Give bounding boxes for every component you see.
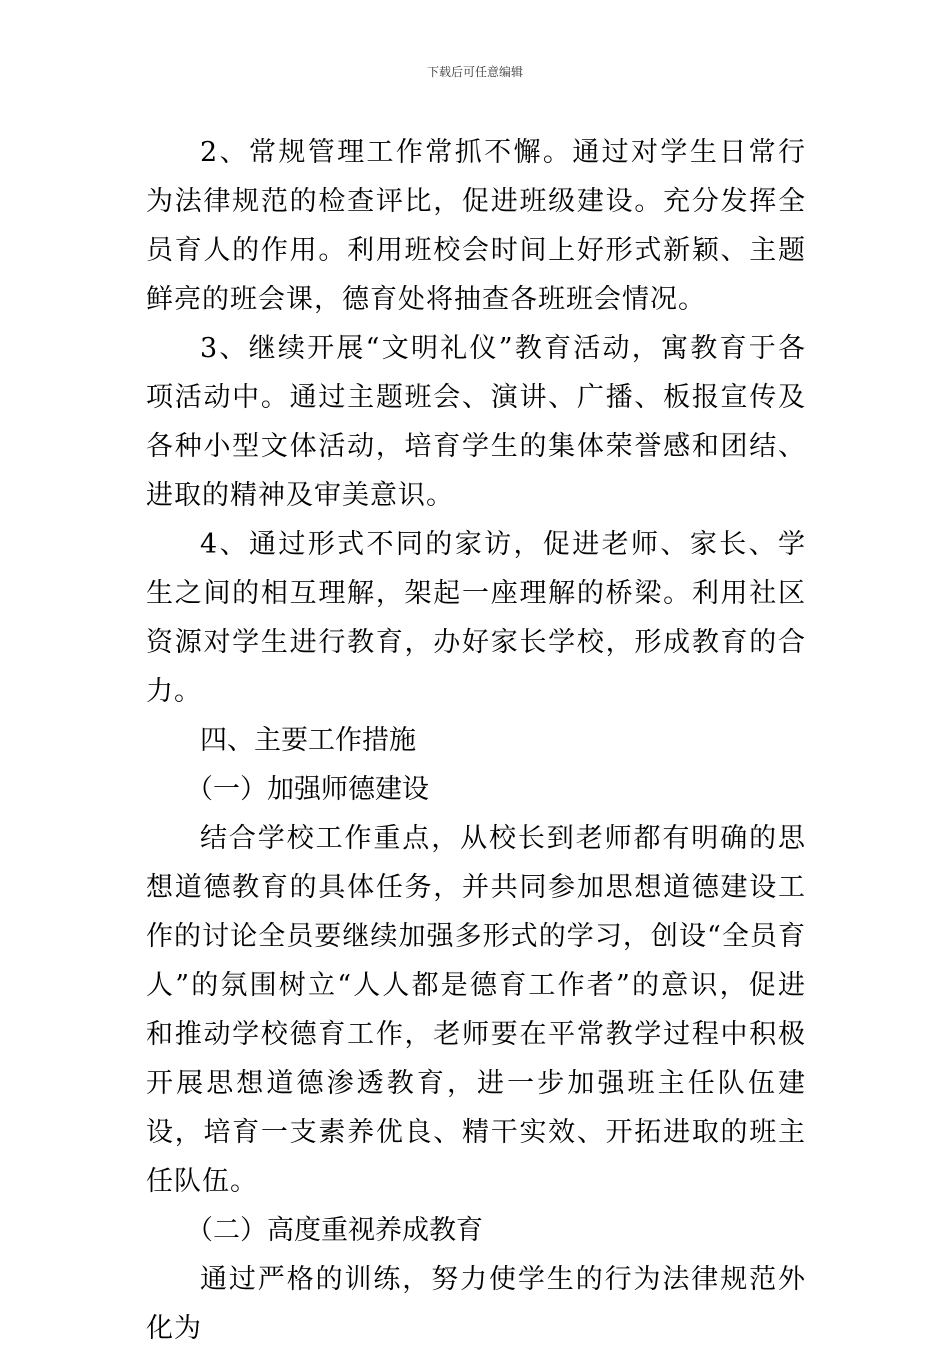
page-header: 下载后可任意编辑 <box>426 65 523 79</box>
paragraph-habit-education: 通过严格的训练，努力使学生的行为法律规范外化为 <box>146 1264 806 1344</box>
document-body <box>146 128 806 1353</box>
subsection-heading-habit-education: （二）高度重视养成教育 <box>186 1215 483 1246</box>
section-heading-main-measures: 四、主要工作措施 <box>200 725 416 756</box>
subsection-heading-teacher-ethics: （一）加强师德建设 <box>186 774 429 805</box>
paragraph-home-visits: 4、通过形式不同的家访，促进老师、家长、学生之间的相互理解，架起一座理解的桥梁。利用社区资源对学生进行教育，办好家长学校，形成教育的合力。 <box>146 529 806 707</box>
paragraph-teacher-ethics: 结合学校工作重点，从校长到老师都有明确的思想道德教育的具体任务，并共同参加思想道德建设工作的讨论全员要继续加强多形式的学习，创设“全员育人”的氛围树立“人人都是德育工作者”的意识，促进和推动学校德育工作，老师要在平常教学过程中积极开展思想道德渗透教育，进一步加强班主任队伍建设，培育一支素养优良、精干实效、开拓进取的班主任队伍。 <box>146 823 806 1197</box>
paragraph-routine-management: 2、常规管理工作常抓不懈。通过对学生日常行为法律规范的检查评比，促进班级建设。充分发挥全员育人的作用。利用班校会时间上好形式新颖、主题鲜亮的班会课，德育处将抽查各班班会情况。 <box>146 137 806 315</box>
paragraph-etiquette-education: 3、继续开展“文明礼仪”教育活动，寓教育于各项活动中。通过主题班会、演讲、广播、板报宣传及各种小型文体活动，培育学生的集体荣誉感和团结、进取的精神及审美意识。 <box>146 333 806 511</box>
